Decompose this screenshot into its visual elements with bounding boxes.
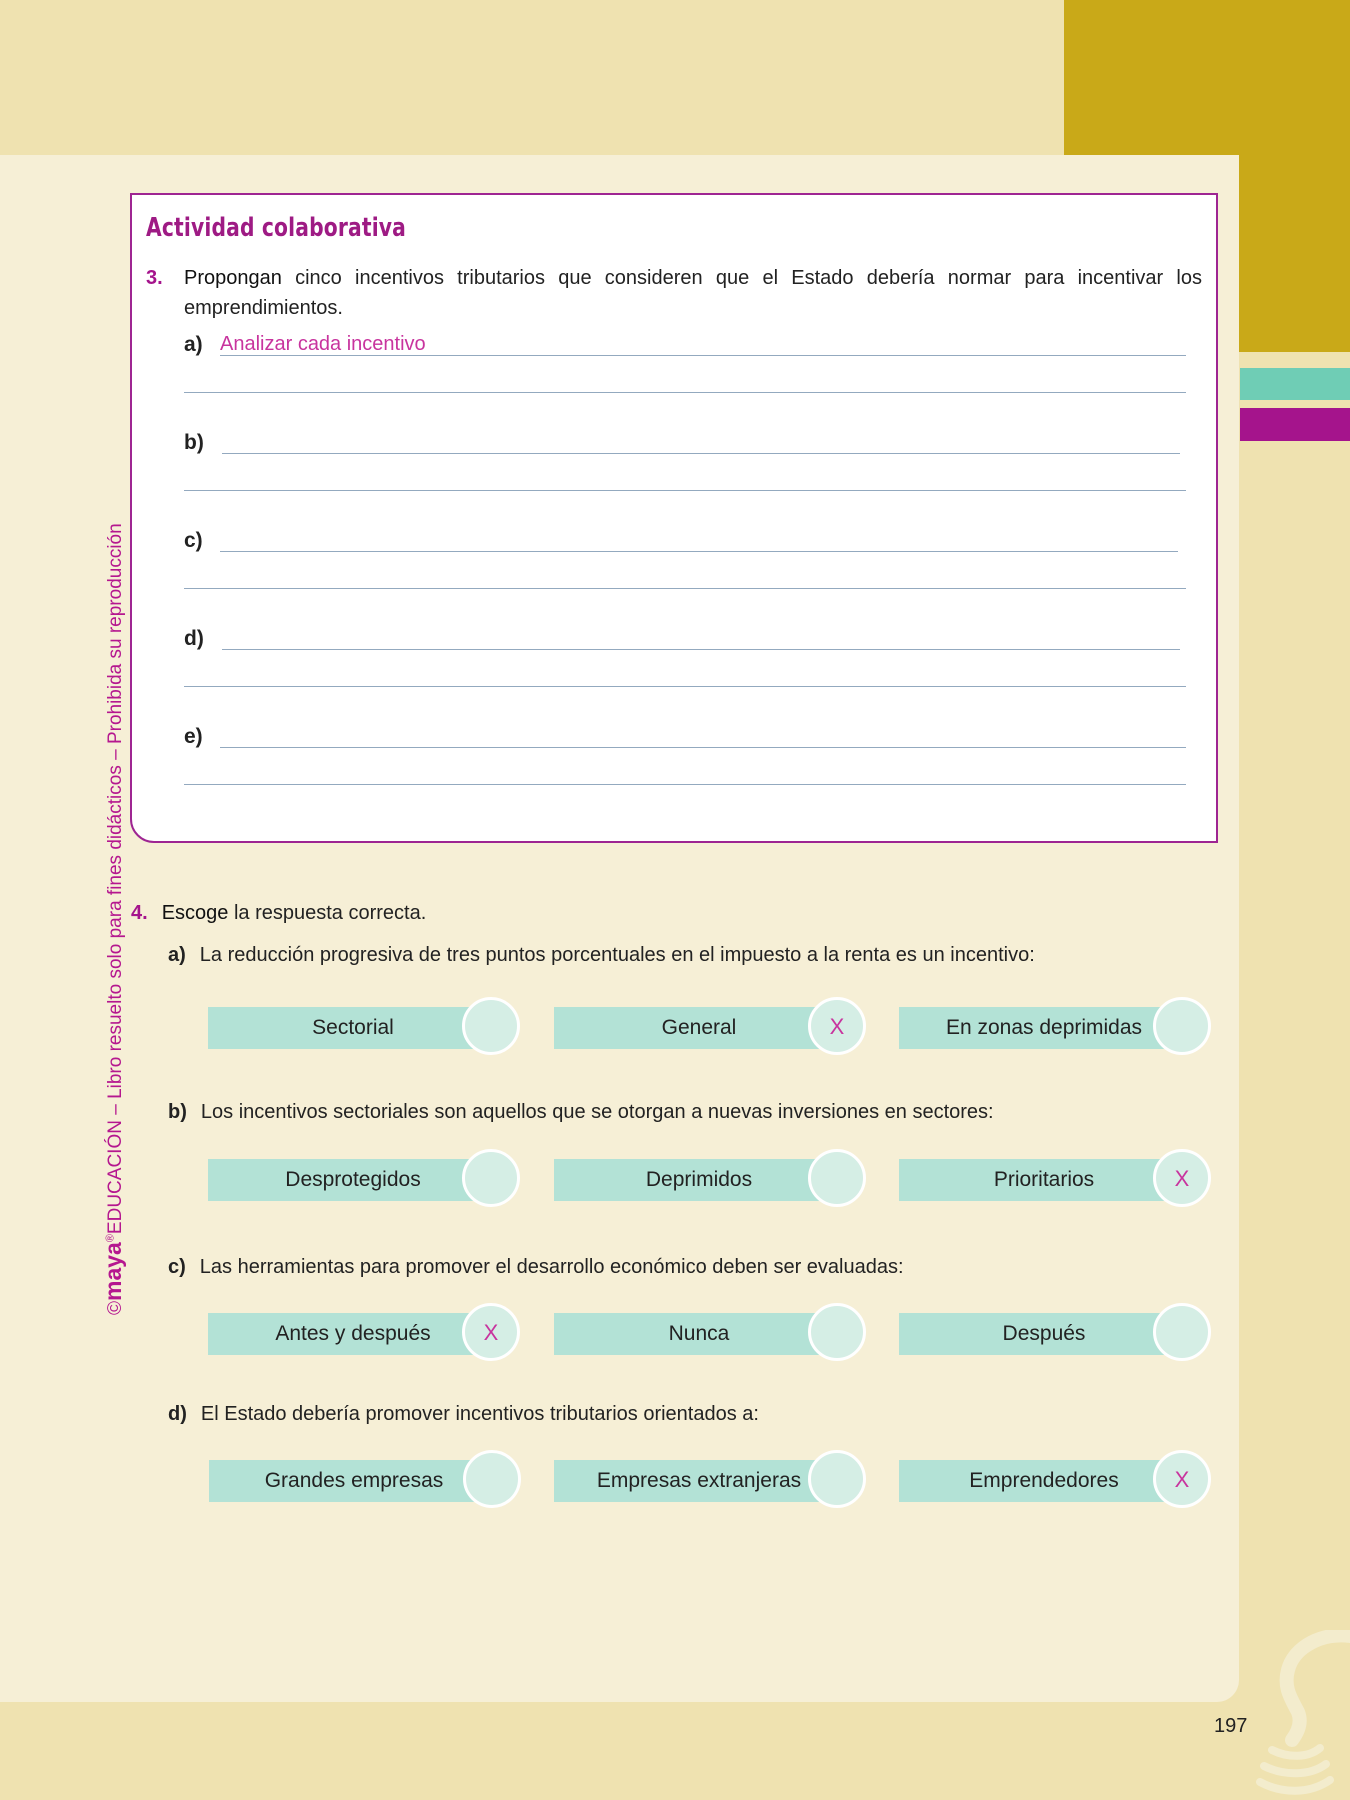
question-4-heading (131, 902, 426, 925)
subquestion-d (168, 1403, 759, 1426)
option-grandes-empresas[interactable] (209, 1460, 521, 1502)
option-label-bar (554, 1007, 844, 1049)
collaborative-activity-box (130, 193, 1218, 843)
answer-circle[interactable] (1153, 997, 1211, 1055)
subquestion-letter: b) (168, 1101, 187, 1123)
question-verb: Escoge (161, 902, 229, 924)
option-despues[interactable] (899, 1313, 1211, 1355)
answer-line[interactable] (220, 355, 1186, 356)
answer-letter: c) (184, 529, 203, 552)
answer-circle[interactable]: X (462, 1303, 520, 1361)
option-label-bar (899, 1159, 1189, 1201)
answer-circle[interactable] (462, 1149, 520, 1207)
question-body: cinco incentivos tributarios que consideren que el Estado debería normar para incentivar los emprendimientos. (184, 267, 1202, 319)
option-label-bar (208, 1007, 498, 1049)
option-desprotegidos[interactable] (208, 1159, 520, 1201)
answer-circle[interactable] (808, 1303, 866, 1361)
option-nunca[interactable] (554, 1313, 866, 1355)
answer-line[interactable] (184, 686, 1186, 687)
answer-line[interactable] (222, 453, 1180, 454)
brand-name: maya (100, 1242, 126, 1301)
question-verb: Propongan (184, 267, 282, 289)
option-emprendedores[interactable] (899, 1460, 1211, 1502)
option-label: Desprotegidos (285, 1168, 421, 1191)
option-label-bar (899, 1313, 1189, 1355)
answer-circle[interactable] (462, 997, 520, 1055)
subquestion-letter: a) (168, 944, 186, 966)
subquestion-letter: c) (168, 1256, 186, 1278)
subquestion-letter: d) (168, 1403, 187, 1425)
option-label: Después (1002, 1322, 1086, 1345)
option-sectorial[interactable] (208, 1007, 520, 1049)
copyright-symbol: © (105, 1301, 126, 1315)
subquestion-prompt: La reducción progresiva de tres puntos porcentuales en el impuesto a la renta es un incentivo: (199, 944, 1035, 966)
answer-value[interactable]: Analizar cada incentivo (220, 333, 426, 355)
option-label: Prioritarios (993, 1168, 1095, 1191)
answer-line[interactable] (220, 747, 1186, 748)
registered-mark: ® (104, 1234, 117, 1243)
notice-text: EDUCACIÓN – Libro resuelto solo para fines didácticos – Prohibida su reproducción (105, 523, 126, 1235)
option-label: Empresas extranjeras (596, 1469, 802, 1492)
answer-circle[interactable] (1153, 1303, 1211, 1361)
answer-line[interactable] (184, 588, 1186, 589)
option-deprimidos[interactable] (554, 1159, 866, 1201)
activity-title: Actividad colaborativa (146, 213, 407, 243)
answer-line[interactable] (184, 392, 1186, 393)
answer-circle[interactable]: X (1153, 1149, 1211, 1207)
option-prioritarios[interactable] (899, 1159, 1211, 1201)
option-antes-y-despues[interactable] (208, 1313, 520, 1355)
option-label: General (661, 1016, 737, 1039)
answer-line[interactable] (222, 649, 1180, 650)
lightbulb-icon (1254, 1630, 1350, 1800)
option-label: Emprendedores (969, 1469, 1119, 1492)
option-label: Deprimidos (645, 1168, 753, 1191)
answer-circle[interactable] (808, 1450, 866, 1508)
option-zonas-deprimidas[interactable] (899, 1007, 1211, 1049)
subquestion-c (168, 1256, 904, 1279)
answer-line[interactable] (220, 551, 1178, 552)
option-label-bar (554, 1159, 844, 1201)
option-label-bar (208, 1313, 498, 1355)
answer-circle[interactable] (463, 1450, 521, 1508)
answer-circle[interactable]: X (1153, 1450, 1211, 1508)
question-text (184, 263, 1202, 323)
option-label: Sectorial (312, 1016, 394, 1039)
copyright-notice (100, 523, 127, 1315)
edge-tab-teal (1240, 368, 1350, 400)
subquestion-prompt: Los incentivos sectoriales son aquellos que se otorgan a nuevas inversiones en sectores: (200, 1101, 994, 1123)
answer-letter: e) (184, 725, 203, 748)
question-number: 4. (131, 902, 148, 924)
answer-letter: b) (184, 431, 204, 454)
option-label-bar (554, 1313, 844, 1355)
option-label-bar (899, 1460, 1189, 1502)
edge-tab-magenta (1240, 408, 1350, 441)
answer-line[interactable] (184, 490, 1186, 491)
answer-letter: a) (184, 333, 203, 356)
option-general[interactable] (554, 1007, 866, 1049)
subquestion-prompt: El Estado debería promover incentivos tributarios orientados a: (200, 1403, 759, 1425)
answer-line[interactable] (184, 784, 1186, 785)
option-label-bar (899, 1007, 1189, 1049)
option-label-bar (209, 1460, 499, 1502)
answer-letter: d) (184, 627, 204, 650)
option-label: Nunca (668, 1322, 730, 1345)
option-label-bar (554, 1460, 844, 1502)
option-label: Grandes empresas (264, 1469, 444, 1492)
question-body: la respuesta correcta. (228, 902, 427, 924)
answer-circle[interactable]: X (808, 997, 866, 1055)
answer-circle[interactable] (808, 1149, 866, 1207)
question-3 (146, 263, 1202, 323)
subquestion-prompt: Las herramientas para promover el desarrollo económico deben ser evaluadas: (199, 1256, 904, 1278)
subquestion-a (168, 944, 1035, 967)
page-number: 197 (1214, 1715, 1248, 1737)
subquestion-b (168, 1101, 994, 1124)
option-label: En zonas deprimidas (945, 1016, 1143, 1039)
option-label-bar (208, 1159, 498, 1201)
option-empresas-extranjeras[interactable] (554, 1460, 866, 1502)
question-number: 3. (146, 267, 163, 289)
option-label: Antes y después (275, 1322, 431, 1345)
